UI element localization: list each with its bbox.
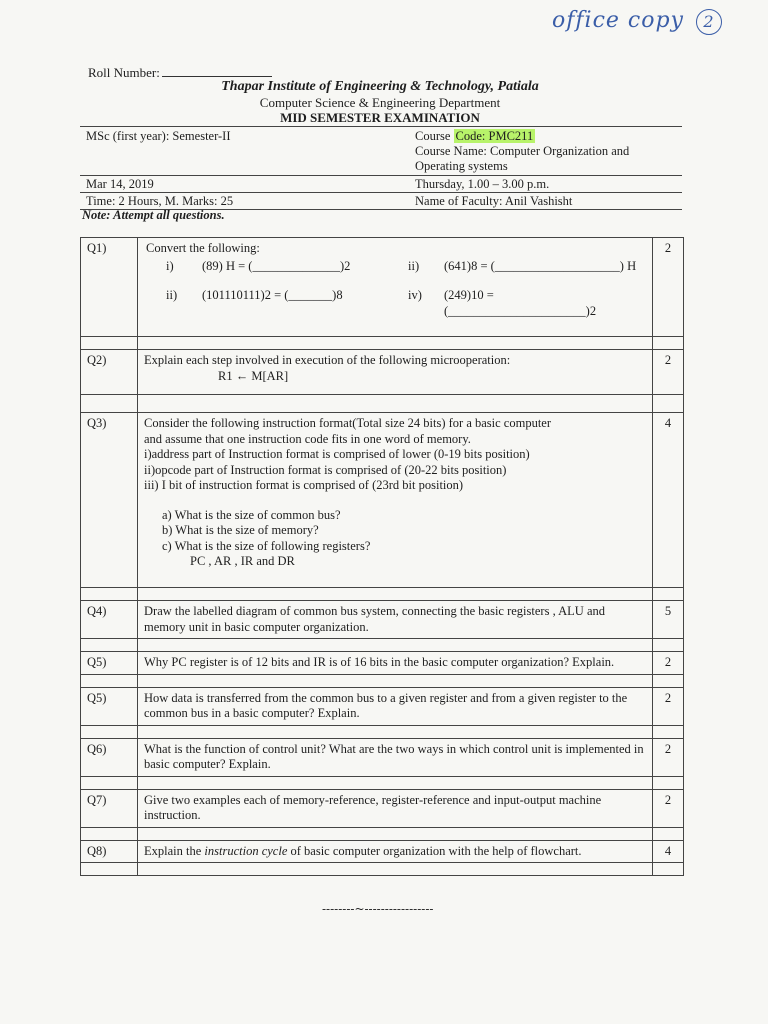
institute-name: Thapar Institute of Engineering & Technology, Patiala bbox=[221, 79, 539, 94]
question-row bbox=[81, 687, 684, 725]
note: Note: Attempt all questions. bbox=[82, 208, 225, 222]
questions-table bbox=[80, 237, 684, 876]
department-name: Computer Science & Engineering Department bbox=[259, 95, 501, 110]
register-list: PC , AR , IR and DR bbox=[190, 554, 295, 568]
question-text: How data is transferred from the common bus to a given register and from a given register to the common bus in a basic computer? Explain. bbox=[138, 687, 653, 725]
question-text: Consider the following instruction format(Total size 24 bits) for a basic computer and assume that one instruction code fits in one word of memory. i)address part of Instruction format is comprised of lower (0-19 bits position) ii)opcode part of Instruction format is comprised of (20-22 bits position) iii) I bit of instruction format is comprised of (23rd bit position) a) What is the size of common bus? b) What is the size of memory? c) What is the size of following registers? PC , AR , IR and DR bbox=[138, 413, 653, 588]
question-number: Q6) bbox=[81, 738, 138, 776]
spacer-row bbox=[81, 337, 684, 350]
annotation-text: office copy bbox=[552, 8, 684, 33]
question-row bbox=[81, 350, 684, 395]
question-marks: 2 bbox=[653, 687, 684, 725]
course-code: Course Code: PMC211 bbox=[415, 129, 534, 143]
faculty-name: Name of Faculty: Anil Vashisht bbox=[415, 194, 573, 208]
conversion-grid: i) (89) H = (______________)2 ii) (641)8 = (____________________) H ii) (101110111)2 = (_______)8 iv) (249)10 = (______________________)2 bbox=[166, 259, 646, 320]
course-code-highlight: Code: PMC211 bbox=[455, 129, 534, 143]
sub-question: c) What is the size of following registers? bbox=[162, 538, 371, 553]
question-text: Draw the labelled diagram of common bus system, connecting the basic registers , ALU and memory unit in basic computer organization. bbox=[138, 601, 653, 639]
question-marks: 4 bbox=[653, 413, 684, 588]
question-number: Q4) bbox=[81, 601, 138, 639]
question-number: Q1) bbox=[81, 238, 138, 337]
question-marks: 2 bbox=[653, 238, 684, 337]
microoperation: R1 ← M[AR] bbox=[218, 368, 289, 383]
question-marks: 2 bbox=[653, 738, 684, 776]
question-text: Explain the instruction cycle of basic computer organization with the help of flowchart. bbox=[138, 840, 653, 863]
exam-day-time: Thursday, 1.00 – 3.00 p.m. bbox=[415, 177, 550, 191]
spacer-row bbox=[81, 395, 684, 413]
conversion-item: (89) H = (______________)2 bbox=[202, 258, 351, 273]
question-marks: 5 bbox=[653, 601, 684, 639]
question-number: Q5) bbox=[81, 652, 138, 675]
course-details bbox=[415, 129, 680, 174]
handwritten-annotation bbox=[552, 8, 722, 35]
time-marks: Time: 2 Hours, M. Marks: 25 bbox=[86, 194, 234, 208]
question-number: Q7) bbox=[81, 789, 138, 827]
spacer-row bbox=[81, 827, 684, 840]
course-name: Course Name: Computer Organization and Operating systems bbox=[415, 144, 630, 173]
spacer-row bbox=[81, 674, 684, 687]
conversion-item: (641)8 = (____________________) H bbox=[444, 258, 637, 273]
spacer-row bbox=[81, 863, 684, 876]
conversion-item: (101110111)2 = (_______)8 bbox=[202, 288, 343, 302]
exam-title: MID SEMESTER EXAMINATION bbox=[280, 110, 480, 125]
info-row-course bbox=[80, 126, 682, 175]
question-row bbox=[81, 601, 684, 639]
question-text: Why PC register is of 12 bits and IR is of 16 bits in the basic computer organization? Explain. bbox=[138, 652, 653, 675]
question-row bbox=[81, 652, 684, 675]
question-text: Explain each step involved in execution of the following microoperation: R1 ← M[AR] bbox=[138, 350, 653, 395]
exam-date: Mar 14, 2019 bbox=[86, 177, 154, 191]
question-marks: 2 bbox=[653, 652, 684, 675]
conversion-item: (249)10 = (______________________)2 bbox=[444, 288, 597, 318]
roll-number-blank bbox=[162, 64, 272, 77]
question-marks: 4 bbox=[653, 840, 684, 863]
spacer-row bbox=[81, 588, 684, 601]
spacer-row bbox=[81, 776, 684, 789]
sub-question: b) What is the size of memory? bbox=[162, 523, 319, 537]
question-number: Q2) bbox=[81, 350, 138, 395]
annotation-circled-number: 2 bbox=[696, 9, 722, 35]
sub-question: a) What is the size of common bus? bbox=[162, 507, 341, 522]
end-marker: --------~----------------- bbox=[322, 902, 434, 916]
emphasized-term: instruction cycle bbox=[204, 843, 288, 858]
question-row bbox=[81, 840, 684, 863]
spacer-row bbox=[81, 639, 684, 652]
question-marks: 2 bbox=[653, 789, 684, 827]
spacer-row bbox=[81, 725, 684, 738]
question-row bbox=[81, 413, 684, 588]
info-row-date bbox=[80, 175, 682, 192]
question-row bbox=[81, 738, 684, 776]
question-number: Q5) bbox=[81, 687, 138, 725]
question-row bbox=[81, 789, 684, 827]
question-row bbox=[81, 238, 684, 337]
question-text: What is the function of control unit? What are the two ways in which control unit is implemented in basic computer? Explain. bbox=[138, 738, 653, 776]
roll-number-label: Roll Number: bbox=[88, 65, 160, 80]
question-number: Q8) bbox=[81, 840, 138, 863]
question-marks: 2 bbox=[653, 350, 684, 395]
question-text: Convert the following: i) (89) H = (______________)2 ii) (641)8 = (____________________) H ii) (101110111)2 = (_______)8 iv) (249)10 = (______________________)2 bbox=[138, 238, 653, 337]
exam-info-table bbox=[80, 126, 682, 210]
program: MSc (first year): Semester-II bbox=[86, 129, 231, 143]
question-number: Q3) bbox=[81, 413, 138, 588]
question-text: Give two examples each of memory-reference, register-reference and input-output machine instruction. bbox=[138, 789, 653, 827]
